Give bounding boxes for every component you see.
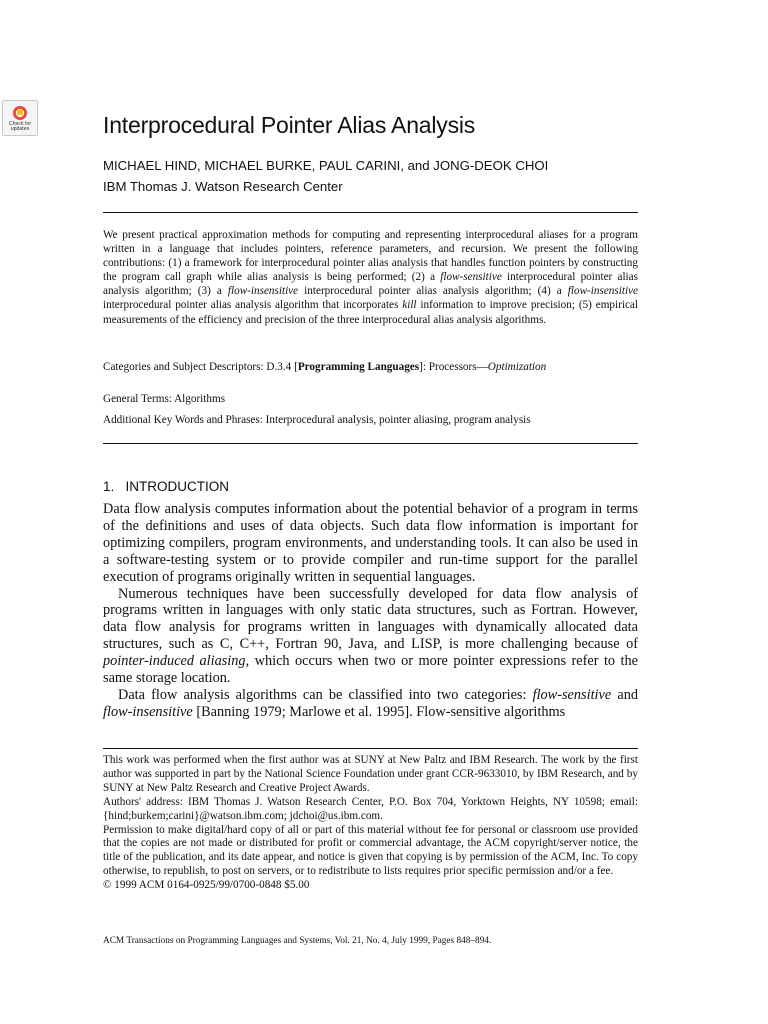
paragraph-emphasis: flow-sensitive — [532, 686, 612, 703]
abstract-emphasis: flow-insensitive — [227, 285, 299, 298]
paragraph-emphasis: pointer-induced aliasing — [103, 653, 246, 670]
section-title: INTRODUCTION — [125, 479, 230, 494]
crossmark-icon — [12, 105, 28, 121]
footnotes — [103, 754, 638, 893]
abstract-text: interprocedural pointer alias analysis algorithm that incorporates — [103, 299, 403, 312]
paragraph-text: Numerous techniques have been successfully developed for data flow analysis of programs written in languages with only static data structures, such as Fortran. However, data flow analysis for programs written in languages with dynamically allocated data structures, such as C, C++, Fortran 90, Java, and LISP, is more challenging because of — [103, 585, 638, 653]
journal-line: ACM Transactions on Programming Languages and Systems, Vol. 21, No. 4, July 1999, Pages 848–894. — [103, 936, 492, 946]
descriptors-emphasis: Optimization — [487, 361, 547, 373]
paragraph-emphasis: flow-insensitive — [103, 703, 193, 720]
check-for-updates-badge[interactable] — [2, 100, 38, 136]
footnote-copyright: © 1999 ACM 0164-0925/99/0700-0848 $5.00 — [103, 879, 310, 892]
footnote-divider — [103, 748, 638, 749]
descriptors-bold: Programming Languages — [297, 361, 420, 373]
paragraph — [103, 687, 638, 721]
body-text — [103, 501, 638, 721]
keywords: Additional Key Words and Phrases: Interprocedural analysis, pointer aliasing, program analysis — [103, 414, 531, 426]
subject-descriptors — [103, 360, 638, 374]
abstract-text: interprocedural pointer alias analysis algorithm; (3) a — [103, 271, 638, 298]
paper-affiliation: IBM Thomas J. Watson Research Center — [103, 179, 343, 194]
paragraph — [103, 586, 638, 687]
paper-title: Interprocedural Pointer Alias Analysis — [103, 112, 476, 138]
abstract-emphasis: kill — [402, 299, 417, 312]
section-number: 1. — [103, 479, 115, 494]
bottom-divider — [103, 443, 638, 444]
abstract-emphasis: flow-insensitive — [567, 285, 638, 298]
footnote-work: This work was performed when the first author was at SUNY at New Paltz and IBM Research. The work by the first author was supported in part by the National Science Foundation under grant CCR-9633010, by IBM Research, and by SUNY at New Paltz Research and Creative Project Awards. — [103, 754, 638, 794]
paragraph-text: and — [611, 686, 638, 703]
paragraph-text: , which occurs when two or more pointer expressions refer to the same storage location. — [103, 653, 638, 687]
paragraph-text: [Banning 1979; Marlowe et al. 1995]. Flow-sensitive algorithms — [192, 703, 566, 720]
top-divider — [103, 212, 638, 213]
paper-authors: MICHAEL HIND, MICHAEL BURKE, PAUL CARINI, and JONG-DEOK CHOI — [103, 158, 549, 173]
paragraph-text: Data flow analysis algorithms can be classified into two categories: — [118, 686, 533, 703]
general-terms: General Terms: Algorithms — [103, 393, 226, 405]
footnote-permission: Permission to make digital/hard copy of all or part of this material without fee for personal or classroom use provided that the copies are not made or distributed for profit or commercial advantage, the ACM copyright/server notice, the title of the publication, and its date appear, and notice is given that copying is by permission of the ACM, Inc. To copy otherwise, to republish, to post on servers, or to redistribute to lists requires prior specific permission and/or a fee. — [103, 823, 638, 878]
paragraph: Data flow analysis computes information about the potential behavior of a program in terms of the definitions and uses of data objects. Such data flow information is important for optimizing compilers, program environments, and understanding tools. It can also be used in a software-testing system or to provide compiler and run-time support for the parallel execution of programs originally written in sequential languages. — [103, 501, 638, 585]
badge-label: Check for updates — [8, 121, 32, 133]
abstract — [103, 228, 638, 327]
section-heading — [103, 479, 229, 494]
descriptors-prefix: Categories and Subject Descriptors: D.3.4 [ — [103, 361, 298, 373]
abstract-emphasis: flow-sensitive — [440, 271, 502, 284]
abstract-text: We present practical approximation methods for computing and representing interprocedural aliases for a program written in a language that includes pointers, reference parameters, and recursion. We present the following contributions: (1) a framework for interprocedural pointer alias analysis that handles function pointers by constructing the program call graph while alias analysis is being performed; (2) a — [103, 229, 638, 284]
abstract-text: interprocedural pointer alias analysis algorithm; (4) a — [298, 285, 568, 298]
footnote-address: Authors' address: IBM Thomas J. Watson Research Center, P.O. Box 704, Yorktown Heights, NY 10598; email: {hind;burkem;carini}@watson.ibm.com; jdchoi@us.ibm.com. — [103, 795, 638, 822]
abstract-text: information to improve precision; (5) empirical measurements of the efficiency and precision of the three interprocedural alias analysis algorithms. — [103, 299, 638, 326]
descriptors-middle: ]: Processors— — [419, 361, 488, 373]
